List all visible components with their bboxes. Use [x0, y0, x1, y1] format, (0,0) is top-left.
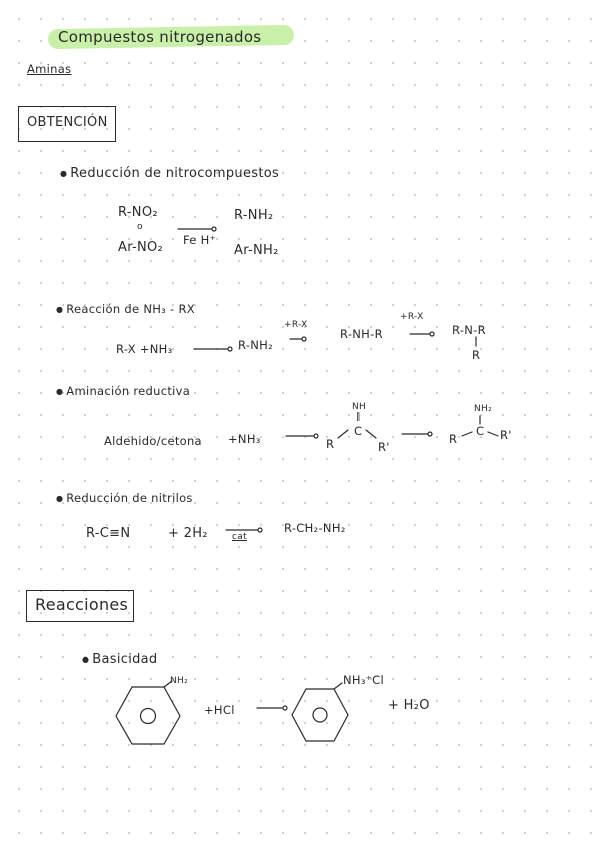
- nh3-arrow-3: [410, 332, 434, 336]
- nitrilos-conditions: cat: [232, 532, 247, 542]
- subtitle: Aminas: [27, 62, 72, 76]
- basicidad-arrow: [257, 706, 287, 710]
- nitrilos-heading: ● Reducción de nitrilos: [56, 491, 193, 505]
- benzene-reactant: [116, 681, 180, 744]
- aminacion-prod-top: NH₂: [474, 404, 493, 414]
- section-obtencion: OBTENCIÓN: [18, 106, 116, 142]
- nh3-heading: ● Reacción de NH₃ - RX: [56, 302, 195, 316]
- aminacion-reactants: Aldehido/cetona: [104, 434, 202, 448]
- basicidad-byproduct: + H₂O: [388, 698, 430, 713]
- nh3-product1: R-NH₂: [238, 338, 274, 352]
- nh3-product2: R-NH-R: [340, 327, 383, 341]
- aminacion-int-right: R': [378, 440, 390, 454]
- nitro-r2-reactant: Ar-NO₂: [118, 240, 164, 255]
- nh3-product3-sub: R: [472, 348, 481, 362]
- aminacion-arrow-2: [402, 432, 432, 436]
- aminacion-int-left: R: [326, 437, 335, 451]
- nh3-reagent: +R-X: [284, 320, 308, 330]
- nitro-r1-reactant: R-NO₂: [118, 205, 158, 220]
- nitro-arrow: [178, 227, 216, 231]
- nh3-arrow-2: [290, 337, 306, 341]
- nitro-heading: ● Reducción de nitrocompuestos: [60, 166, 279, 181]
- aminacion-double-bond: ‖: [356, 412, 361, 422]
- nitrilos-reactant: R-C≡N: [86, 526, 131, 541]
- nh3-arrow-1: [194, 347, 232, 351]
- section-reacciones: Reacciones: [26, 590, 134, 622]
- nitro-r2-product: Ar-NH₂: [234, 243, 279, 258]
- aminacion-heading: ● Aminación reductiva: [56, 384, 190, 398]
- aminacion-int-top: NH: [352, 402, 367, 412]
- aminacion-prod-center: C: [476, 424, 485, 438]
- nitrilos-reagent: + 2H₂: [168, 526, 208, 541]
- aminacion-int-center: C: [354, 424, 363, 438]
- basicidad-heading: ● Basicidad: [82, 652, 157, 667]
- basicidad-reagent: +HCl: [204, 703, 235, 717]
- nh3-product3: R-N-R: [452, 323, 486, 337]
- nh3-reagent2: +R-X: [400, 312, 424, 322]
- aminacion-prod-left: R: [449, 432, 458, 446]
- nitro-r1-product: R-NH₂: [234, 208, 274, 223]
- aminacion-prod-right: R': [500, 428, 512, 442]
- page-title: Compuestos nitrogenados: [58, 28, 262, 46]
- basicidad-product-group: NH₃⁺Cl: [343, 673, 384, 687]
- benzene-product: [292, 683, 348, 741]
- basicidad-reactant-group: NH₂: [170, 676, 189, 686]
- nitro-conditions: Fe H⁺: [183, 233, 216, 247]
- nh3-reactants: R-X +NH₃: [116, 342, 173, 356]
- aminacion-prod-bond-right: [488, 432, 498, 436]
- nitrilos-arrow: [226, 528, 262, 532]
- nitro-dot: o: [137, 222, 143, 232]
- nitrilos-product: R-CH₂-NH₂: [284, 521, 346, 535]
- aminacion-arrow-1: [286, 434, 318, 438]
- aminacion-int-bond-left: [338, 430, 348, 438]
- aminacion-int-bond-right: [366, 430, 376, 438]
- aminacion-reagent: +NH₃: [228, 432, 261, 446]
- aminacion-prod-bond-left: [462, 432, 472, 436]
